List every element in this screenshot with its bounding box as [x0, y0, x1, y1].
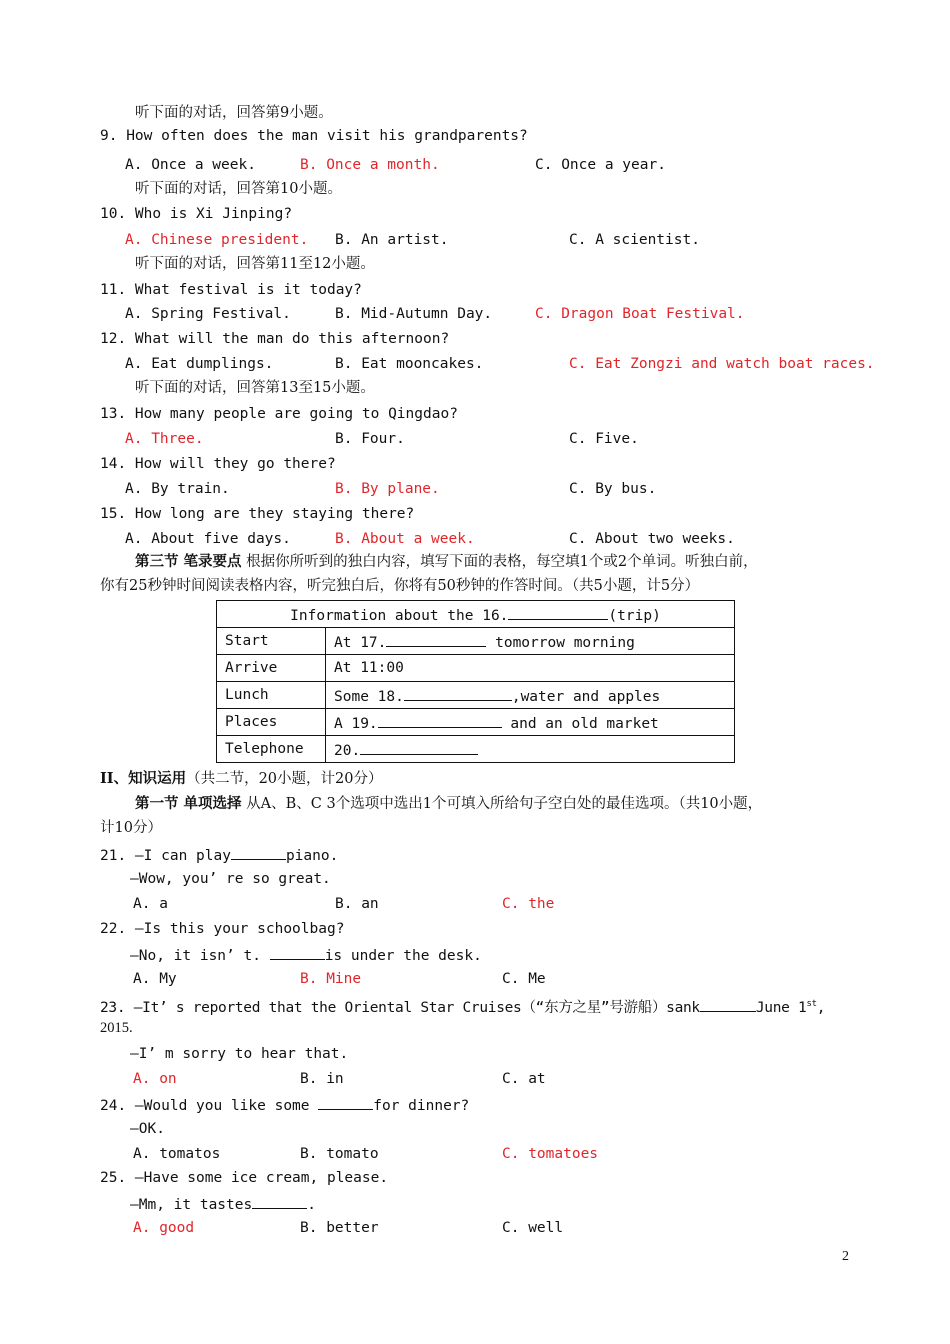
- part2-sec1-heading: 第一节 单项选择: [135, 795, 242, 812]
- row-value-suffix: and an old market: [501, 715, 659, 732]
- q12-option-b: B. Eat mooncakes.: [335, 356, 484, 372]
- q14-option-b: B. By plane.: [335, 481, 440, 497]
- q24-line1-prefix: 24. —Would you like some: [100, 1098, 319, 1114]
- row-label: Start: [217, 628, 326, 655]
- q22-line1: 22. —Is this your schoolbag?: [100, 921, 345, 937]
- q9-stem: 9. How often does the man visit his grandparents?: [100, 128, 528, 144]
- row-value: [326, 682, 735, 709]
- table-title-row: [217, 601, 735, 628]
- q25-line2: [130, 1194, 316, 1214]
- q22-line2-prefix: —No, it isn’ t.: [130, 948, 270, 964]
- table-row: [217, 628, 735, 655]
- q23-option-a: A. on: [133, 1071, 177, 1087]
- q23-line2: —I’ m sorry to hear that.: [130, 1046, 349, 1062]
- row-value: [326, 628, 735, 655]
- q22-blank[interactable]: [270, 945, 325, 960]
- q15-option-a: A. About five days.: [125, 531, 291, 547]
- q12-option-c: C. Eat Zongzi and watch boat races.: [569, 356, 875, 372]
- table-title-prefix: Information about the 16.: [290, 607, 509, 624]
- intro-q11: 听下面的对话，回答第11至12小题。: [135, 256, 375, 272]
- part2-sec1-line2: 计10分）: [100, 820, 162, 836]
- section3-instruction-text: 根据你所听到的独白内容，填写下面的表格，每空填1个或2个单词。听独白前，: [246, 554, 758, 570]
- q10-option-b: B. An artist.: [335, 232, 449, 248]
- q22-line2-suffix: is under the desk.: [324, 948, 482, 964]
- blank-17[interactable]: [386, 632, 486, 647]
- row-value-prefix: At 11:00: [334, 660, 404, 676]
- q13-option-a: A. Three.: [125, 431, 204, 447]
- q23-line1-date: June 1: [755, 999, 807, 1016]
- intro-q13: 听下面的对话，回答第13至15小题。: [135, 380, 375, 396]
- q12-stem: 12. What will the man do this afternoon?: [100, 331, 450, 347]
- table-row: [217, 682, 735, 709]
- row-value-suffix: ,water and apples: [511, 688, 661, 705]
- part2-sec1-line1: [135, 795, 762, 813]
- q23-line1: [100, 995, 825, 1017]
- q14-option-a: A. By train.: [125, 481, 230, 497]
- q24-line1: [100, 1095, 469, 1115]
- q24-option-a: A. tomatos: [133, 1146, 221, 1162]
- q23-option-c: C. at: [502, 1071, 546, 1087]
- q11-option-b: B. Mid-Autumn Day.: [335, 306, 493, 322]
- q10-option-c: C. A scientist.: [569, 232, 700, 248]
- q21-blank[interactable]: [231, 845, 286, 860]
- q21-option-c: C. the: [502, 896, 555, 912]
- q25-option-b: B. better: [300, 1220, 379, 1236]
- q24-blank[interactable]: [318, 1095, 373, 1110]
- blank-16[interactable]: [508, 605, 608, 620]
- q25-option-c: C. well: [502, 1220, 564, 1236]
- section3-instruction-line2: 你有25秒钟时间阅读表格内容，听完独白后，你将有50秒钟的作答时间。（共5小题，计5分）: [100, 578, 700, 594]
- q14-option-c: C. By bus.: [569, 481, 657, 497]
- q25-blank[interactable]: [252, 1194, 307, 1209]
- q25-option-a: A. good: [133, 1220, 195, 1236]
- q11-option-c: C. Dragon Boat Festival.: [535, 306, 745, 322]
- table-row: [217, 709, 735, 736]
- q22-option-a: A. My: [133, 971, 177, 987]
- q24-option-b: B. tomato: [300, 1146, 379, 1162]
- section3-heading: 第三节 笔录要点: [135, 553, 242, 570]
- q21-line1-suffix: piano.: [285, 848, 339, 864]
- q13-stem: 13. How many people are going to Qingdao?: [100, 406, 458, 422]
- q15-option-b: B. About a week.: [335, 531, 475, 547]
- row-value: [326, 655, 735, 682]
- q23-line1-superscript: st: [806, 999, 817, 1009]
- row-label: Telephone: [217, 736, 326, 763]
- q10-option-a: A. Chinese president.: [125, 232, 309, 248]
- q24-line2: —OK.: [130, 1121, 165, 1137]
- q23-option-b: B. in: [300, 1071, 344, 1087]
- q14-stem: 14. How will they go there?: [100, 456, 336, 472]
- row-label: Arrive: [217, 655, 326, 682]
- q25-line2-prefix: —Mm, it tastes: [130, 1197, 253, 1213]
- row-value: [326, 709, 735, 736]
- q23-line1b: 2015.: [100, 1020, 133, 1036]
- q10-stem: 10. Who is Xi Jinping?: [100, 206, 293, 222]
- q13-option-b: B. Four.: [335, 431, 405, 447]
- q15-stem: 15. How long are they staying there?: [100, 506, 415, 522]
- blank-18[interactable]: [404, 686, 512, 701]
- q22-option-c: C. Me: [502, 971, 546, 987]
- q9-option-a: A. Once a week.: [125, 157, 256, 173]
- blank-20[interactable]: [360, 740, 478, 755]
- part2-heading: II、知识运用: [100, 770, 187, 787]
- q15-option-c: C. About two weeks.: [569, 531, 735, 547]
- row-value-prefix: 20.: [334, 742, 361, 759]
- intro-q10: 听下面的对话，回答第10小题。: [135, 181, 342, 197]
- q22-line2: [130, 945, 482, 965]
- part2-heading-note: （共二节，20小题，计20分）: [186, 771, 383, 787]
- row-value-prefix: At 17.: [334, 634, 387, 651]
- q9-option-c: C. Once a year.: [535, 157, 666, 173]
- q11-stem: 11. What festival is it today?: [100, 282, 362, 298]
- intro-q9: 听下面的对话，回答第9小题。: [135, 105, 333, 121]
- table-row: [217, 736, 735, 763]
- page-number: 2: [842, 1249, 849, 1264]
- q23-blank[interactable]: [700, 997, 756, 1012]
- q13-option-c: C. Five.: [569, 431, 639, 447]
- row-value: [326, 736, 735, 763]
- q12-option-a: A. Eat dumplings.: [125, 356, 274, 372]
- blank-19[interactable]: [378, 713, 502, 728]
- q24-line1-suffix: for dinner?: [373, 1098, 470, 1114]
- row-value-prefix: A 19.: [334, 715, 378, 732]
- section3-instruction-line1: [135, 553, 758, 571]
- q25-line1: 25. —Have some ice cream, please.: [100, 1170, 389, 1186]
- table-row: [217, 655, 735, 682]
- row-value-prefix: Some 18.: [334, 688, 404, 705]
- part2-heading-line: [100, 770, 382, 788]
- info-table: [216, 600, 735, 763]
- row-label: Lunch: [217, 682, 326, 709]
- q23-line1-suffix: ,: [816, 999, 826, 1016]
- q22-option-b: B. Mine: [300, 971, 362, 987]
- q21-option-a: A. a: [133, 896, 168, 912]
- q24-option-c: C. tomatoes: [502, 1146, 599, 1162]
- q9-option-b: B. Once a month.: [300, 157, 440, 173]
- q21-line1-prefix: 21. —I can play: [100, 848, 231, 864]
- q25-line2-suffix: .: [307, 1197, 316, 1213]
- row-value-suffix: tomorrow morning: [486, 634, 635, 651]
- q21-line1: [100, 845, 338, 865]
- table-title-suffix: (trip): [608, 607, 661, 624]
- q21-line2: —Wow, you’ re so great.: [130, 871, 331, 887]
- part2-sec1-instruction: 从A、B、C 3个选项中选出1个可填入所给句子空白处的最佳选项。（共10小题，: [246, 796, 763, 812]
- q11-option-a: A. Spring Festival.: [125, 306, 291, 322]
- table-title: [217, 601, 735, 628]
- q23-line1-prefix: 23. —It’ s reported that the Oriental Star Cruises（“东方之星”号游船）sank: [100, 999, 700, 1016]
- q21-option-b: B. an: [335, 896, 379, 912]
- row-label: Places: [217, 709, 326, 736]
